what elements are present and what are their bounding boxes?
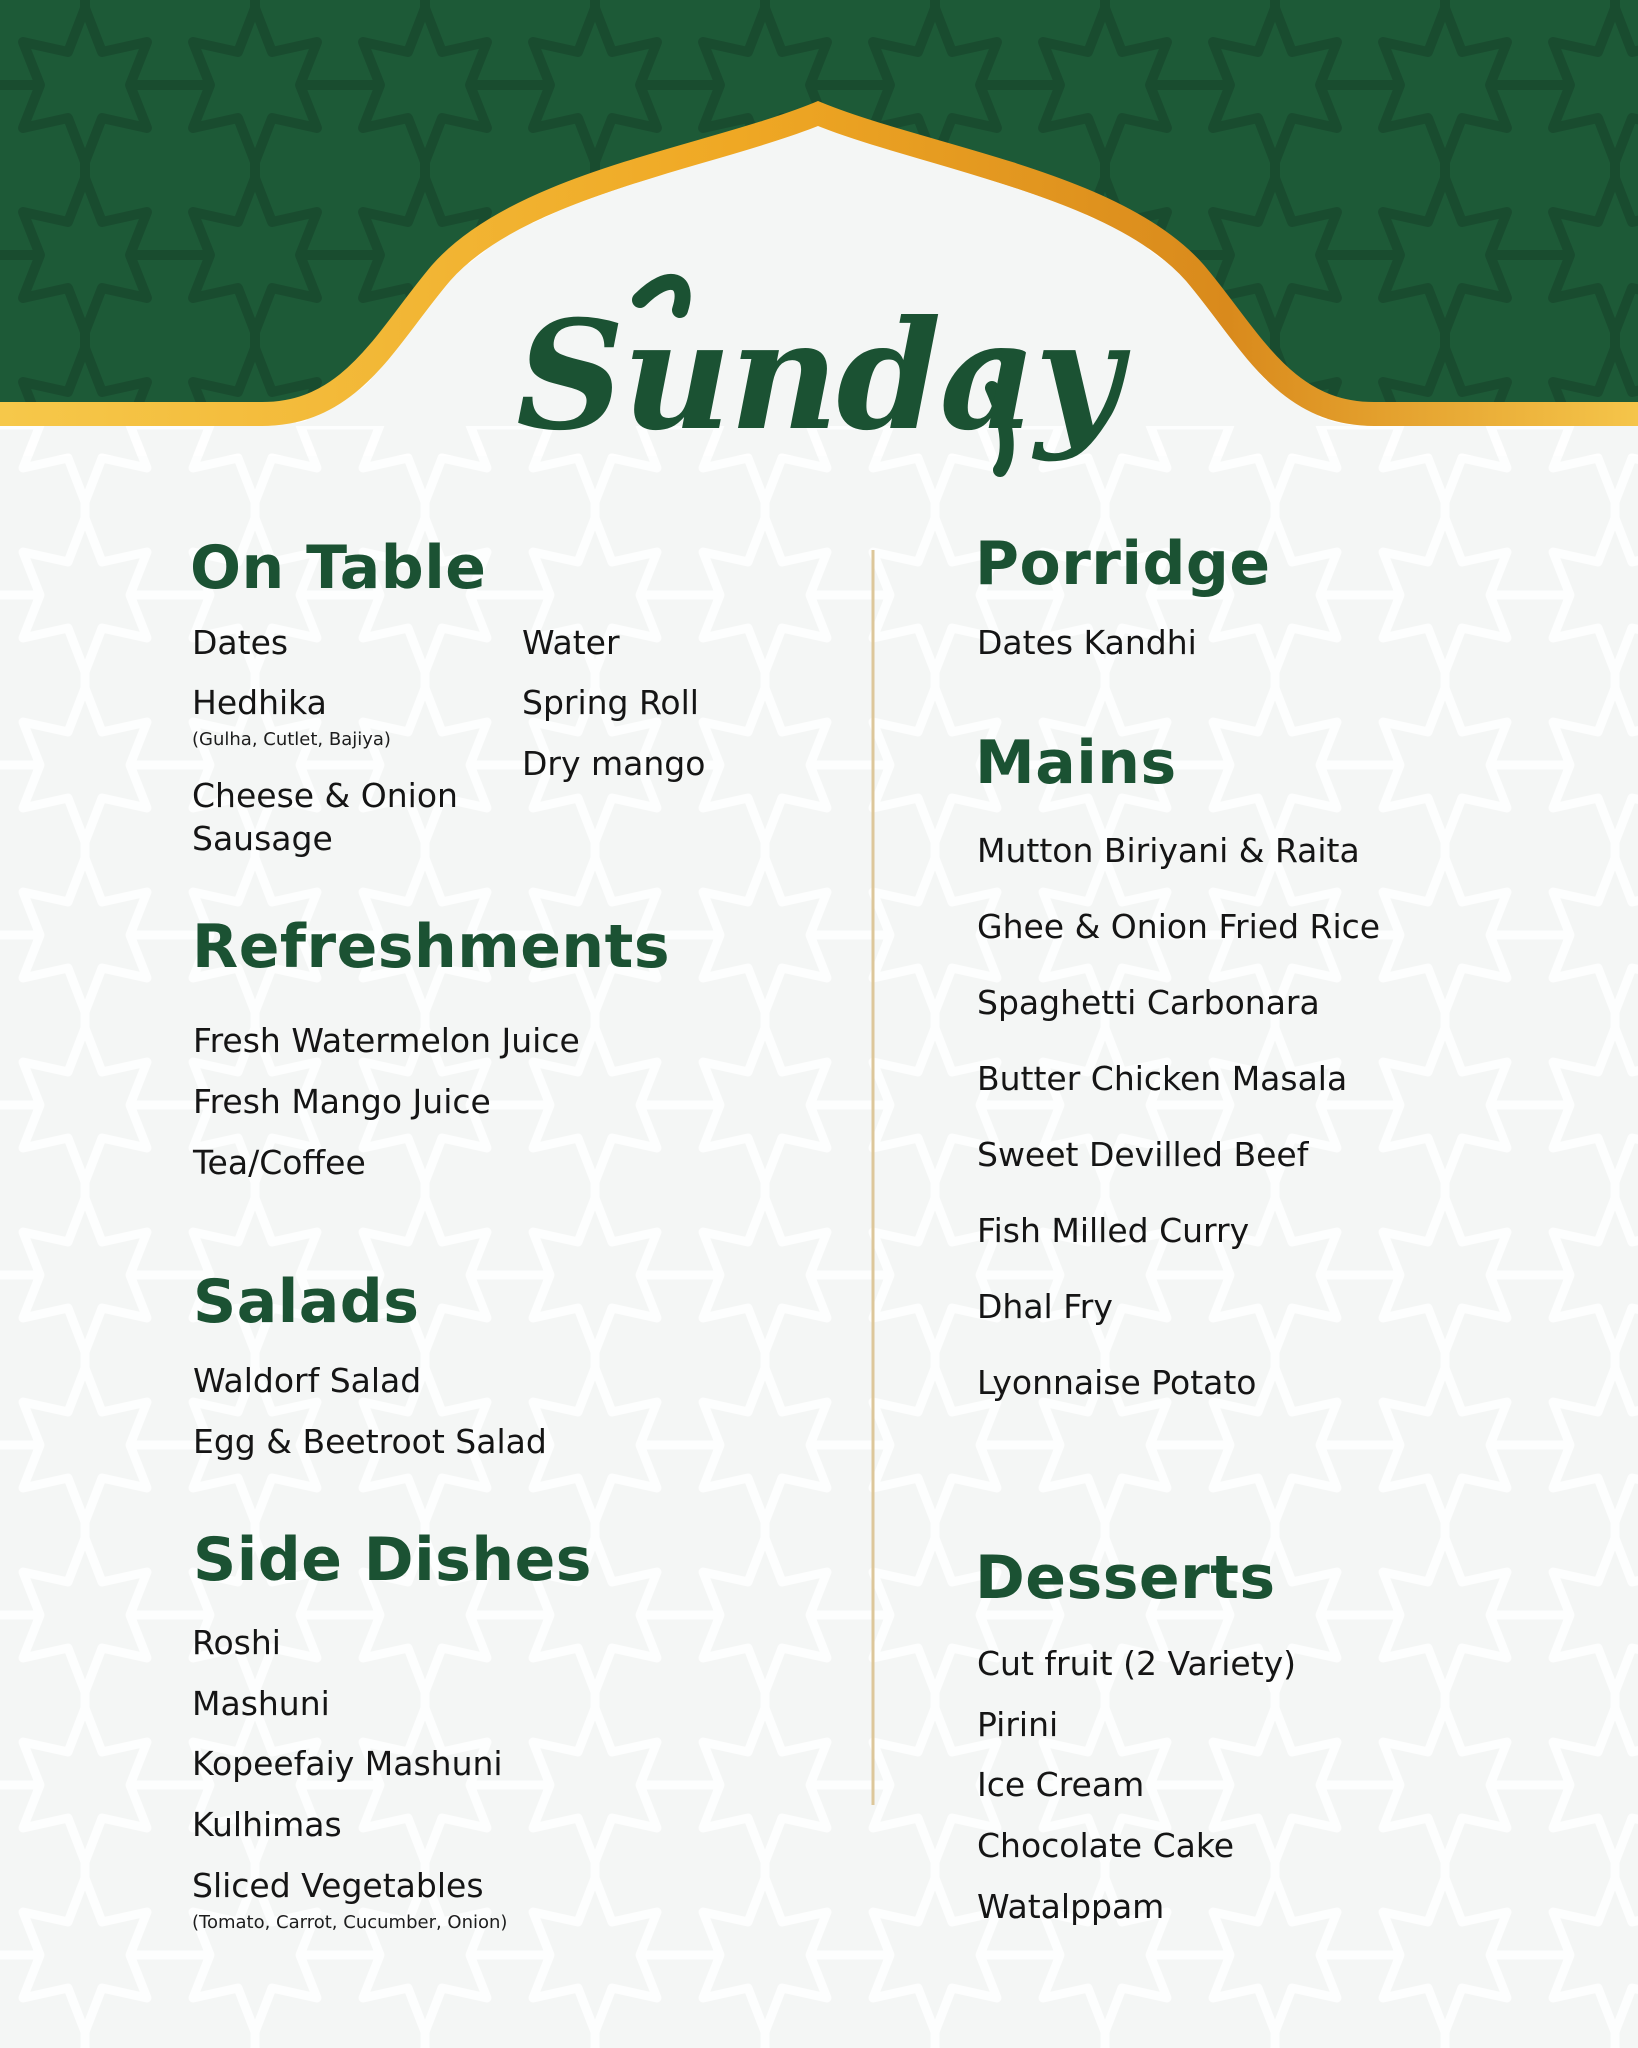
list-item: Spaghetti Carbonara [977, 983, 1320, 1022]
heading-on-table: On Table [190, 533, 487, 603]
list-item: Kopeefaiy Mashuni [192, 1744, 503, 1783]
item-note: (Gulha, Cutlet, Bajiya) [192, 729, 391, 750]
list-item: Fresh Watermelon Juice [193, 1021, 580, 1060]
list-item: Butter Chicken Masala [977, 1059, 1348, 1098]
list-item: Watalppam [977, 1887, 1165, 1926]
list-item: Fish Milled Curry [977, 1211, 1250, 1250]
heading-porridge: Porridge [975, 529, 1271, 599]
list-item: Dhal Fry [977, 1287, 1113, 1326]
list-item: Sausage [192, 819, 333, 858]
list-item: Pirini [977, 1705, 1059, 1744]
list-item: Tea/Coffee [193, 1143, 366, 1182]
list-item: Waldorf Salad [193, 1361, 422, 1400]
page-title: Sunday [516, 288, 1120, 464]
heading-side-dishes: Side Dishes [193, 1525, 593, 1595]
header-banner [0, 0, 1638, 456]
list-item: Kulhimas [192, 1805, 342, 1844]
list-item: Fresh Mango Juice [193, 1082, 491, 1121]
heading-mains: Mains [975, 728, 1177, 798]
list-item: Mashuni [192, 1684, 330, 1723]
heading-salads: Salads [193, 1267, 420, 1337]
list-item: Hedhika [192, 683, 327, 722]
list-item: Spring Roll [522, 683, 699, 722]
list-item: Chocolate Cake [977, 1826, 1235, 1865]
list-item: Egg & Beetroot Salad [193, 1422, 547, 1461]
list-item: Ghee & Onion Fried Rice [977, 907, 1381, 946]
list-item: Dates [192, 623, 289, 662]
list-item: Ice Cream [977, 1765, 1145, 1804]
list-item: Dates Kandhi [977, 623, 1197, 662]
list-item: Cut fruit (2 Variety) [977, 1644, 1297, 1683]
list-item: Mutton Biriyani & Raita [977, 831, 1360, 870]
list-item: Roshi [192, 1623, 281, 1662]
list-item: Dry mango [522, 744, 706, 783]
item-note: (Tomato, Carrot, Cucumber, Onion) [192, 1912, 508, 1933]
list-item: Sliced Vegetables [192, 1866, 484, 1905]
list-item: Cheese & Onion [192, 776, 458, 815]
heading-desserts: Desserts [975, 1543, 1276, 1613]
list-item: Sweet Devilled Beef [977, 1135, 1309, 1174]
list-item: Water [522, 623, 620, 662]
list-item: Lyonnaise Potato [977, 1363, 1257, 1402]
heading-refreshments: Refreshments [192, 912, 671, 982]
